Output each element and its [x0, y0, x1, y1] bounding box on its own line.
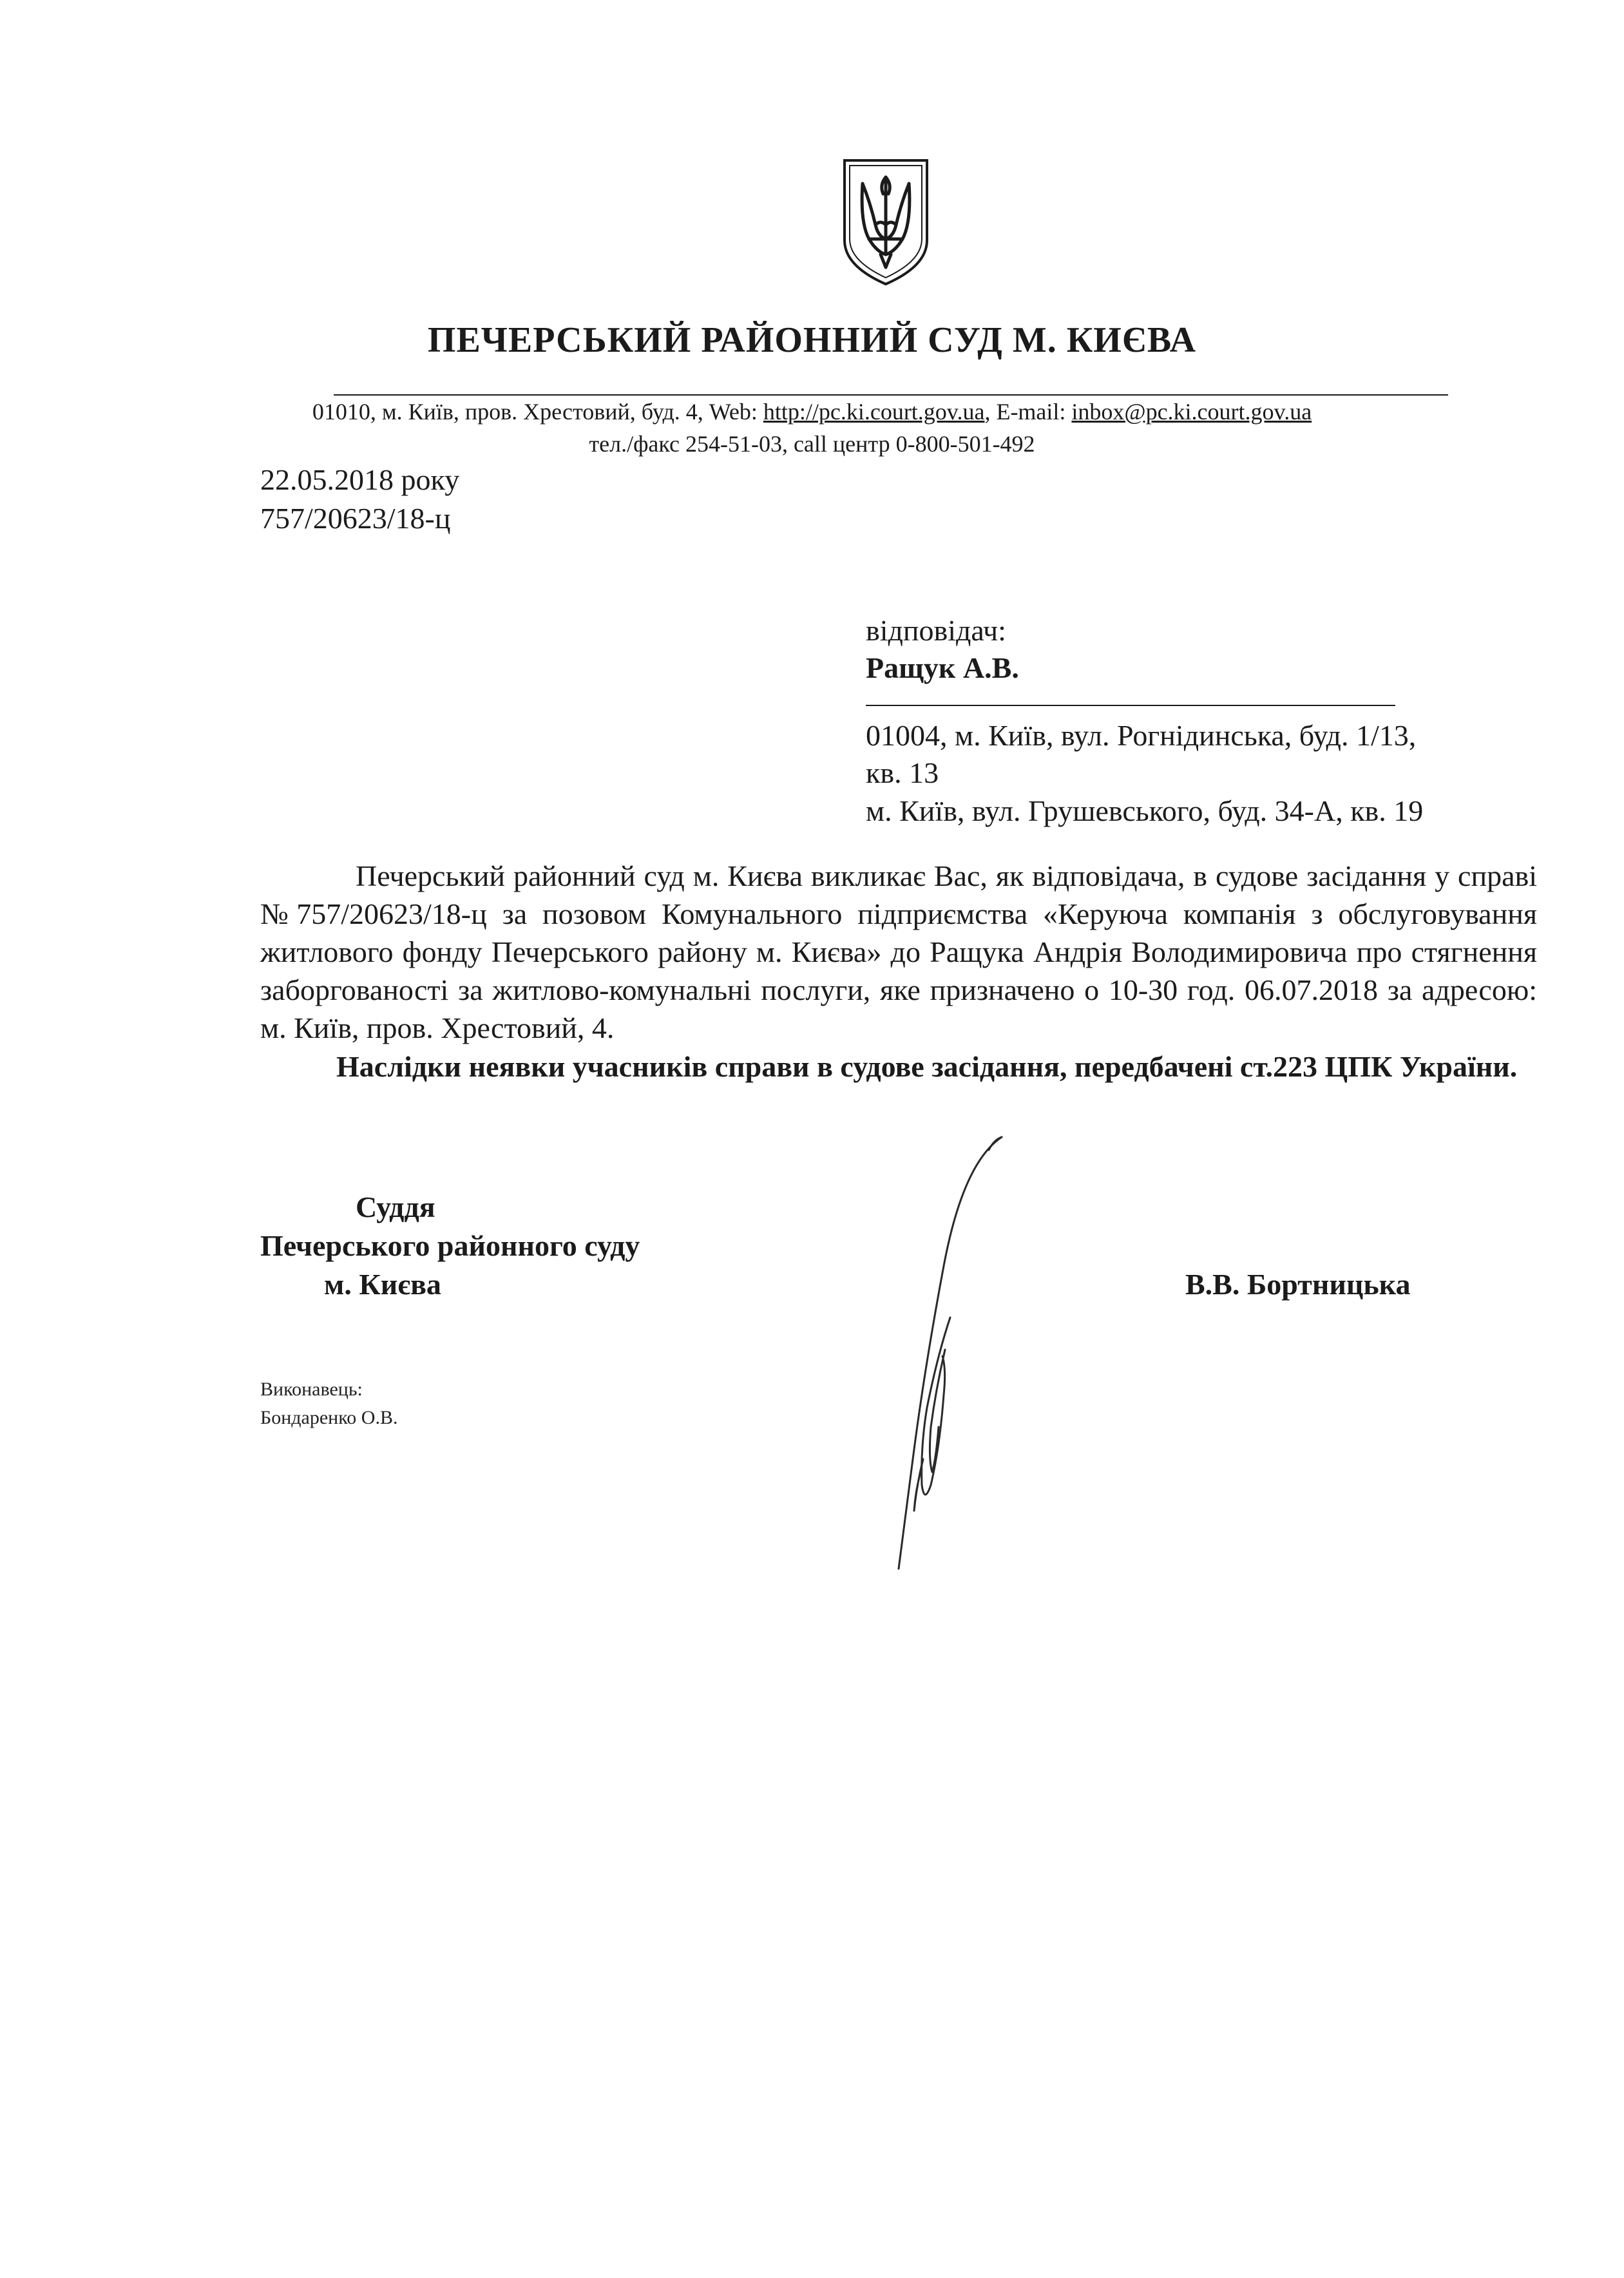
court-phone-line: тел./факс 254-51-03, call центр 0-800-501-492	[589, 431, 1035, 457]
court-name: ПЕЧЕРСЬКИЙ РАЙОННИЙ СУД М. КИЄВА	[427, 320, 1197, 360]
court-affiliation: Печерського районного суду	[260, 1229, 640, 1262]
recipient-divider	[866, 705, 1395, 706]
recipient-address-line-2: кв. 13	[866, 756, 939, 789]
summons-paragraph: Печерський районний суд м. Києва викликає Вас, як відповідача, в судове засідання у справі №757/20623/18-ц за позовом Комунального підприємства «Керуюча компанія з обслуговування житлового фонду Печерського району м. Києва» до Ращука Андрія Володимировича про стягнення заборгованості за житлово-комунальні послуги, яке призначено о 10-30 год. 06.07.2018 за адресою: м. Київ, пров. Хрестовий, 4.	[260, 859, 1537, 1044]
court-address: 01010, м. Київ, пров. Хрестовий, буд. 4, Web:	[312, 399, 763, 425]
court-address-line	[0, 398, 1624, 425]
court-website-link[interactable]: http://pc.ki.court.gov.ua	[763, 399, 985, 425]
coat-of-arms-tryzub-icon	[841, 158, 931, 287]
header-divider	[334, 394, 1448, 396]
recipient-address-line-3: м. Київ, вул. Грушевського, буд. 34-А, кв. 19	[866, 794, 1424, 827]
case-number: 757/20623/18-ц	[260, 502, 451, 535]
judge-title: Суддя	[356, 1191, 435, 1223]
executor-name: Бондаренко О.В.	[260, 1407, 398, 1428]
email-label: , E-mail:	[984, 399, 1072, 425]
executor-label: Виконавець:	[260, 1379, 363, 1400]
consequence-notice: Наслідки неявки учасників справи в судове засідання, передбачені ст.223 ЦПК України.	[336, 1050, 1518, 1083]
handwritten-signature	[860, 1124, 1027, 1588]
judge-name: В.В. Бортницька	[1185, 1268, 1411, 1301]
court-city: м. Києва	[324, 1268, 441, 1301]
document-date: 22.05.2018 року	[260, 463, 460, 496]
recipient-address-line-1: 01004, м. Київ, вул. Рогнідинська, буд. 1/13,	[866, 719, 1417, 752]
court-email-link[interactable]: inbox@pc.ki.court.gov.ua	[1071, 399, 1312, 425]
recipient-name: Ращук А.В.	[866, 651, 1019, 684]
recipient-label: відповідач:	[866, 614, 1006, 647]
